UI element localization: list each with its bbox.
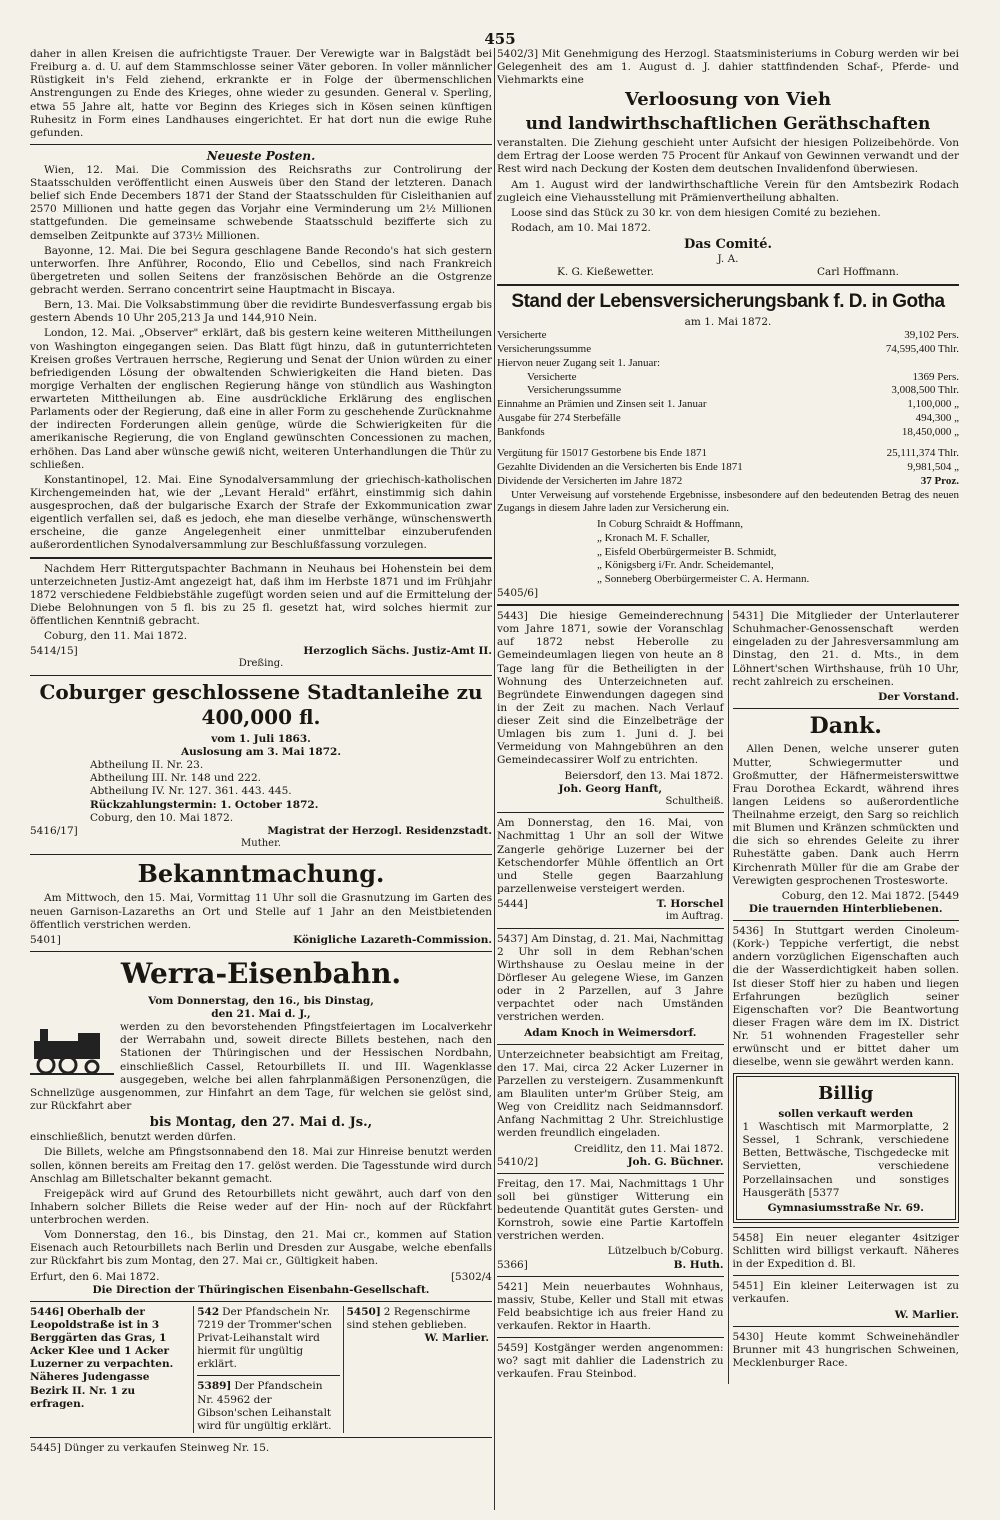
werra-text-2: einschließlich, benutzt werden dürfen. <box>30 1131 237 1144</box>
werra-text: werden zu den bevorstehenden Pfingstfeiertagen im Localverkehr der Werrabahn und, soweit directe Billets bestehen, nach den Stationen der Thüringischen und der Hessischen Nordbahn, einschließlich Cassel, Retourbillets II. und III. Wagenklasse ausgegeben, welche bei allen fahrplanmäßigen Personenzügen, die Schnellzüge ausgenommen, zur Hinfahrt an dem Tage, für welchen sie gelöst sind, zur Rückfahrt aber <box>30 1021 492 1112</box>
lv-subtitle: am 1. Mai 1872. <box>684 316 772 329</box>
table-row: Einnahme an Prämien und Zinsen seit 1. Januar 1,100,000 „ <box>497 398 959 411</box>
divider <box>30 675 492 676</box>
ad-number: 5401] <box>30 933 61 946</box>
bekanntmachung-text: Am Mittwoch, den 15. Mai, Vormittag 11 Uhr soll die Grasnutzung im Garten des neuen Garnison-Lazareths an Ort und Stelle auf 1 Jahr an den Meistbietenden öffentlich verstrichen werden. <box>30 892 492 931</box>
small-ad: 5450] 2 Regenschirme sind stehen geblieben. W. Marlier. <box>343 1306 492 1433</box>
justiz-notice: Nachdem Herr Rittergutspachter Bachmann in Neuhaus bei Hohenstein bei dem unterzeichneten Justiz-Amt angezeigt hat, daß ihm im Herbste 1871 und im Frühjahr 1872 verschiedene Feldbiebstähle zugefügt worden seien und auf die Ermittelung der Diebe Belohnungen von 5 fl. bis zu 25 fl. gesetzt hat, wird solches hiermit zur öffentlichen Kenntniß gebracht. <box>30 562 492 627</box>
small-ad: 5446] Oberhalb der Leopoldstraße ist in 3 Berggärten das Gras, 1 Acker Klee und 1 Acker Luzerner zu verpachten. Näheres Judengasse Bezirk II. Nr. 1 zu erfragen. <box>30 1305 174 1410</box>
anleihe-title: Coburger geschlossene Stadtanleihe zu 400,000 fl. <box>39 679 483 729</box>
news-item: London, 12. Mai. „Observer" erklärt, daß bis gestern keine weiteren Mittheilungen von Washington eingegangen seien. Das Blatt fügt hinzu, daß in gutunterrichteten Kreisen großes Vertrauen herrsche, Regierung und Senat der Union würden zu einer befriedigenden Lösung der obwaltenden Schwierigkeiten die Hand bieten. Das morgige Verhalten der englischen Regierung hänge von stündlich aus Washington erwarteten Mittheilungen ab. Eine ausdrückliche Erklärung des englischen Parlaments oder der Regierung, daß eine in aller Form zu geschehende Zurücknahme der indirecten Forderungen allein genüge, würde die Schwierigkeiten für die amerikanische Regierung, die von England gewünschten Concessionen zu machen, erhöhen. Das Land aber wünsche gewiß nicht, weiteren Unterhandlungen die Thür zu schließen. <box>30 327 492 471</box>
news-item: Konstantinopel, 12. Mai. Eine Synodalversammlung der griechisch-katholischen Kirchengemeinden hat, wie der „Levant Herald" erfährt, einstimmig sich dahin ausgesprochen, daß der bulgarische Exarch der Strafe der Exkommunication zwar eigentlich verfallen sei, daß es jedoch, ehe man dieselbe verhänge, wünschenswerth erscheine, die ganze Angelegenheit einer unmittelbar einzuberufenden außerordentlichen Synodalversammlung zur Beschlußfassung vorzulegen. <box>30 473 492 552</box>
bekanntmachung-signature: Königliche Lazareth-Commission. <box>293 933 492 946</box>
table-row: Bankfonds 18,450,000 „ <box>497 425 959 438</box>
divider <box>30 854 492 855</box>
table-row: Gezahlte Dividenden an die Versicherten bis Ende 1871 9,981,504 „ <box>497 461 959 474</box>
bekanntmachung-sign-row <box>30 934 492 947</box>
locomotive-icon <box>30 1023 114 1077</box>
anleihe-date: Coburg, den 10. Mai 1872. <box>90 811 234 824</box>
ads-subcolumn-b: 5431] Die Mitglieder der Unterlauterer Schuhmacher-Genossenschaft werden eingeladen zu der Jahresversammlung am Dinstag, den 21. d. Mts., in dem Löhnert'schen Wirthshause, früh 10 Uhr, recht zahlreich zu erscheinen. Der Vorstand. Dank. Allen Denen, welche unserer guten Mutter, Schwiegermutter und Großmutter, der Häfnermeisterswittwe Frau Dorothea Eckardt, während ihres langen Leidens so außerordentliche Theilnahme erzeigt, den Sarg so reichlich mit Blumen und Kränzen schmückten und die sich so ehrendes Geleite zu ihrer Ruhestätte gaben. Dank auch Herrn Kirchenrath Müller für die am Grabe der Verewigten gesprochenen Trostesworte. Coburg, den 12. Mai 1872. [5449 Die trauernden Hinterbliebenen. 5436] In Stuttgart werden Cinoleum- (Kork-) Teppiche verfertigt, die nebst andern vorzüglichen Eigenschaften auch die der Wasserdichtigkeit haben sollen. Ist dieser Stoff hier zu haben und liegen Erfahrungen bezüglich seiner Eigenschaften vor? Die Beantwortung dieser Fragen wäre dem im IX. District Nr. 51 wohnenden Fragesteller sehr erwünscht und er bittet daher um dieselbe, wenn sie gewährt werden kann. Billig sollen verkauft werden 1 Waschtisch mit Marmorplatte, 2 Sessel, 1 Schrank, verschiedene Betten, Bettwäsche, Tischgedecke mit Servietten, verschiedene Porzellainsachen und sonstiges Hausgeräth [5377 Gymnasiumsstraße Nr. 69. 5458] Ein neuer eleganter 4sitziger Schlitten wird billigst verkauft. Näheres in der Expedition d. Bl. 5451] Ein kleiner Leiterwagen ist zu verkaufen. W. Marlier. 5430] Heute kommt Schweinehändler Brunner mit 43 hungrischen Schweinen, Mecklenburger Race. <box>732 610 959 1369</box>
table-row: Versicherte 1369 Pers. <box>527 370 959 383</box>
werra-date: Erfurt, den 6. Mai 1872. <box>30 1270 160 1283</box>
loos-intro: 5402/3] Mit Genehmigung des Herzogl. Staatsministeriums in Coburg werden wir bei Gelegenheit des am 1. August d. J. dahier stattfindenden Schaf-, Pferde- und Viehmarkts eine <box>497 48 959 87</box>
news-item: Wien, 12. Mai. Die Commission des Reichsraths zur Controlirung der Staatsschulden veröffentlicht einen Ausweis über den Stand der letzteren. Danach belief sich Ende Decembers 1871 der Stand der Staatsschulden für Cisleithanien auf 2570 Millionen und hatte gegen das Vorjahr eine Verminderung um 2½ Millionen stattgefunden. Die gemeinsame schwebende Staatsschuld bezifferte sich zu demselben Zeitpunkte auf 373½ Millionen. <box>30 163 492 242</box>
werra-subtitle-2: den 21. Mai d. J., <box>211 1008 311 1020</box>
werra-title: Werra-Eisenbahn. <box>120 956 402 990</box>
lv-table <box>497 329 959 488</box>
table-row: Hiervon neuer Zugang seit 1. Januar: <box>497 356 661 369</box>
loos-names: K. G. Kießewetter. Carl Hoffmann. <box>557 266 899 279</box>
loos-title: Verloosung von Vieh <box>624 89 832 111</box>
ad-number: [5302/4 <box>450 1270 492 1283</box>
loos-signature: Das Comité. <box>683 237 773 252</box>
divider <box>30 1301 492 1302</box>
werra-date-row <box>30 1271 492 1284</box>
justiz-signature: Herzoglich Sächs. Justiz-Amt II. <box>303 645 492 658</box>
lv-agents: In Coburg Schraidt & Hoffmann, „ Kronach M. F. Schaller, „ Eisfeld Oberbürgermeister B. Schmidt, „ Königsberg i/Fr. Andr. Scheidemantel, „ Sonneberg Oberbürgermeister C. A. Hermann. <box>597 518 810 586</box>
justiz-date: Coburg, den 11. Mai 1872. <box>44 630 188 643</box>
table-row: Versicherungssumme 3,008,500 Thlr. <box>527 384 959 397</box>
anleihe-line: Abtheilung II. Nr. 23. <box>90 759 204 772</box>
small-ad: 542 Der Pfandschein Nr. 7219 der Trommer'schen Privat-Leihanstalt wird hiermit für ungültig erklärt. 5389] Der Pfandschein Nr. 45962 der Gibson'schen Leihanstalt wird für ungültig erklärt. <box>193 1306 342 1433</box>
justiz-sign-row <box>30 645 492 658</box>
ad-number: 5416/17] <box>30 824 78 837</box>
table-row: Vergütung für 15017 Gestorbene bis Ende 1871 25,111,374 Thlr. <box>497 447 959 460</box>
loos-title-2: und landwirthschaftlichen Geräthschaften <box>525 113 931 134</box>
table-row: Versicherungssumme 74,595,400 Thlr. <box>497 343 959 356</box>
loos-text-2: Am 1. August wird der landwirthschaftliche Verein für den Amtsbezirk Rodach zugleich eine Viehausstellung mit Prämienvertheilung abhalten. <box>497 178 959 204</box>
ad-number: 5405/6] <box>497 586 539 599</box>
table-row: Versicherte 39,102 Pers. <box>497 329 959 342</box>
intro-article: daher in allen Kreisen die aufrichtigste Trauer. Der Verewigte war in Balgstädt bei Freiburg a. d. U. auf dem Stammschlosse seiner Väter geboren. In voller männlicher Rüstigkeit in's Feld ziehend, erkrankte er in Folge der übermenschlichen Anstrengungen zu Ende des Krieges, ohne wieder zu gesunden. General v. Sperling, etwa 55 Jahre alt, hatte vor Beginn des Krieges sich in Kösen seinen künftigen Ruhesitz in Form eines Landhauses eingerichtet. Er hat dort nun die ewige Ruhe gefunden. <box>30 48 492 139</box>
anleihe-sign-row <box>30 825 492 838</box>
billig-ad: Billig sollen verkauft werden 1 Waschtisch mit Marmorplatte, 2 Sessel, 1 Schrank, verschiedene Betten, Bettwäsche, Tischgedecke mit Servietten, verschiedene Porzellainsachen und sonstiges Hausgeräth [5377 Gymnasiumsstraße Nr. 69. <box>733 1073 960 1223</box>
loos-signature-2: J. A. <box>717 253 739 266</box>
werra-subtitle: Vom Donnerstag, den 16., bis Dinstag, <box>148 994 374 1007</box>
page-number: 455 <box>484 30 516 48</box>
lv-text: Unter Verweisung auf vorstehende Ergebnisse, insbesondere auf den bedeutenden Betrag des neuen Zugangs in diesem Jahre laden zur Versicherung ein. <box>497 488 959 515</box>
column-divider <box>494 48 495 1510</box>
werra-signature: Die Direction der Thüringischen Eisenbahn-Gesellschaft. <box>92 1283 430 1296</box>
right-column <box>497 48 959 1510</box>
news-item: Bayonne, 12. Mai. Die bei Segura geschlagene Bande Recondo's hat sich gestern unterworfen. Ihre Anführer, Rocondo, Elio und Cebellos, sind nach Frankreich übergetreten und sollen Seitens der französischen Behörde an die Ostgrenze gebracht werden. Serrano concentrirt seine Hauptmacht in Biscaya. <box>30 244 492 296</box>
justiz-name: Dreßing. <box>238 658 284 670</box>
bekanntmachung-title: Bekanntmachung. <box>137 859 385 889</box>
werra-until: bis Montag, den 27. Mai d. Js., <box>149 1115 373 1130</box>
two-column-ads <box>497 610 959 1384</box>
loos-text-3: Loose sind das Stück zu 30 kr. von dem hiesigen Comité zu beziehen. <box>511 206 881 219</box>
ads-subcolumn-a: 5443] Die hiesige Gemeinderechnung vom Jahre 1871, sowie der Voranschlag auf 1872 nebst Heberolle zu Gemeindeumlagen liegen von heute an 8 Tage lang für die Betheiligten in der Wohnung des Unterzeichneten auf. Begründete Einwendungen dagegen sind in der Zeit zu machen. Nach Verlauf dieser Zeit sind die Einzelbeträge der Umlagen bis zum 1. Juni d. J. bei Vermeidung von Mahngebühren an den Gemeindecassirer Wolf zu entrichten. Beiersdorf, den 13. Mai 1872. Joh. Georg Hanft, Schultheiß. Am Donnerstag, den 16. Mai, von Nachmittag 1 Uhr an soll der Witwe Zangerle gehörige Luzerner bei der Ketschendorfer Mühle öffentlich an Ort und Stelle gegen Baarzahlung parzellenweise versteigert werden. 5444] T. Horschel im Auftrag. 5437] Am Dinstag, d. 21. Mai, Nachmittag 2 Uhr soll in dem Rebhan'schen Wirthshause zu Oeslau meine in der Dörfleser Au gelegene Wiese, im Ganzen oder in 2 Parzellen, auf 3 Jahre verpachtet oder nach Umständen verstrichen werden. Adam Knoch in Weimersdorf. Unterzeichneter beabsichtigt am Freitag, den 17. Mai, circa 22 Acker Luzerner in Parzellen zu versteigern. Zusammenkunft am Blauliten unter'm Grüber Steig, am Weg von Creidlitz nach Seidmannsdorf. Anfang Nachmittag 2 Uhr. Streichlustige werden freundlich eingeladen. Creidlitz, den 11. Mai 1872. 5410/2] Joh. G. Büchner. Freitag, den 17. Mai, Nachmittags 1 Uhr soll bei günstiger Witterung ein bedeutende Quantität gutes Gersten- und Kornstroh, sowie eine Partie Kartoffeln verstrichen werden. Lützelbuch b/Coburg. 5366] B. Huth. 5421] Mein neuerbautes Wohnhaus, massiv, Stube, Keller und Stall mit etwas Feld beabsichtige ich aus freier Hand zu verkaufen. Rektor in Haarth. 5459] Kostgänger werden angenommen: wo? sagt mit dahlier die Ladenstrich zu verkaufen. Frau Steinbod. <box>497 610 729 1384</box>
werra-text-5: Vom Donnerstag, den 16., bis Dinstag, den 21. Mai cr., kommen auf Station Eisenach auch Retourbillets nach Berlin und Dresden zur Ausgabe, welche ebenfalls zur Rückfahrt bis zum Montag, den 27. Mai cr., Gültigkeit haben. <box>30 1229 492 1268</box>
anleihe-signature: Magistrat der Herzogl. Residenzstadt. <box>267 824 492 837</box>
anleihe-subtitle: vom 1. Juli 1863. <box>211 732 311 745</box>
divider <box>30 144 492 145</box>
table-row: Ausgabe für 274 Sterbefälle 494,300 „ <box>497 411 959 424</box>
anleihe-name: Muther. <box>241 837 281 849</box>
loos-text: veranstalten. Die Ziehung geschieht unter Aufsicht der hiesigen Polizeibehörde. Von dem Ertrag der Loose werden 75 Procent für Ankauf von Gewinnen verwandt und der Rest wird nach Deckung der Kosten dem deutschen Invalidenfond überwiesen. <box>497 137 959 176</box>
small-ads-row <box>30 1306 492 1433</box>
news-item: Bern, 13. Mai. Die Volksabstimmung über die revidirte Bundesverfassung ergab bis gestern Abends 10 Uhr 205,213 Ja und 144,910 Nein. <box>30 299 492 325</box>
anleihe-term: Rückzahlungstermin: 1. October 1872. <box>90 798 319 811</box>
anleihe-auslosung: Auslosung am 3. Mai 1872. <box>181 746 341 758</box>
ad-number: 5414/15] <box>30 645 78 658</box>
divider <box>30 557 492 559</box>
news-heading: Neueste Posten. <box>206 148 316 163</box>
werra-text-4: Freigepäck wird auf Grund des Retourbillets nicht gewährt, auch darf von den Inhabern solcher Billets die Reise weder auf der Hin- noch auf der Rückfahrt unterbrochen werden. <box>30 1187 492 1226</box>
divider <box>30 951 492 952</box>
anleihe-list <box>30 759 492 825</box>
anleihe-line: Abtheilung IV. Nr. 127. 361. 443. 445. <box>90 785 292 798</box>
table-row: Dividende der Versicherten im Jahre 1872 37 Proz. <box>497 474 959 487</box>
lv-title: Stand der Lebensversicherungsbank f. D. in Gotha <box>511 290 945 312</box>
werra-text-3: Die Billets, welche am Pfingstsonnabend den 18. Mai zur Hinreise benutzt werden sollen, können bereits am Freitag den 17. gelöst werden. Die Tagesstunde wird durch Anschlag am Billetschalter bekannt gemacht. <box>30 1146 492 1185</box>
left-column <box>30 48 492 1510</box>
anleihe-line: Abtheilung III. Nr. 148 und 222. <box>90 772 261 785</box>
duenger-ad: 5445] Dünger zu verkaufen Steinweg Nr. 15. <box>30 1441 270 1454</box>
loos-date: Rodach, am 10. Mai 1872. <box>511 221 651 234</box>
